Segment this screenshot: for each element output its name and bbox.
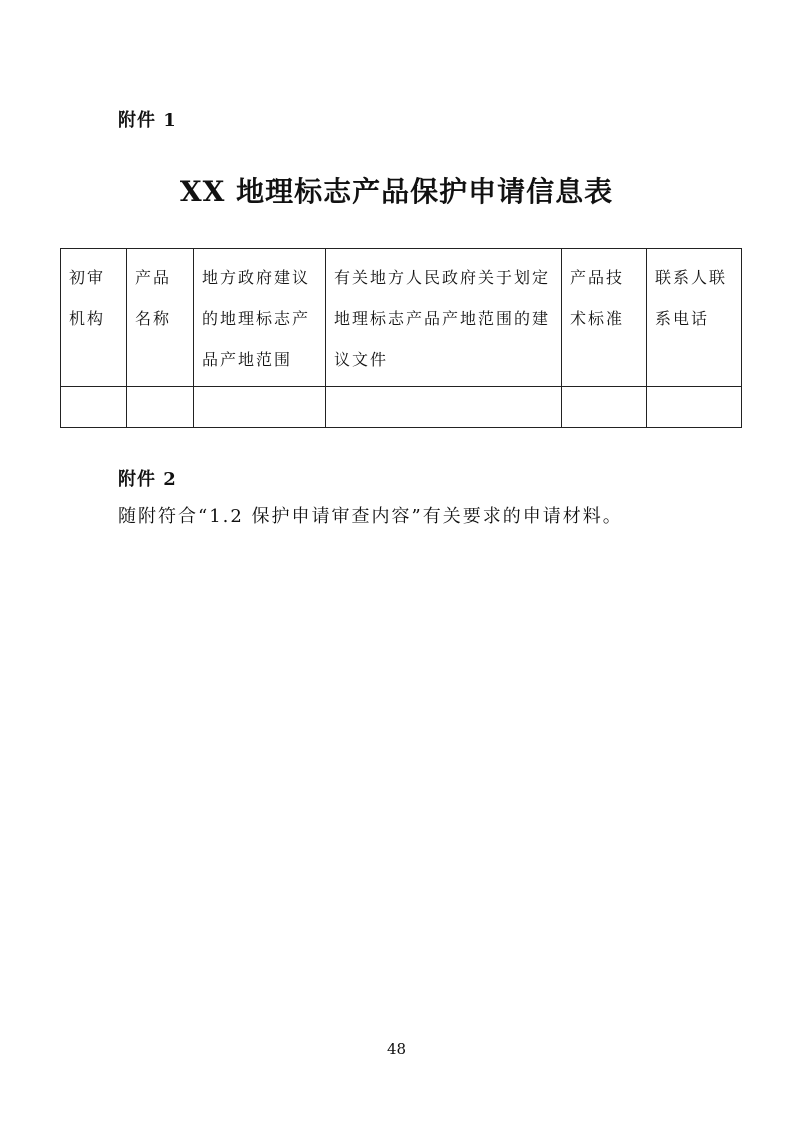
table-cell: [326, 387, 562, 428]
attachment-2-text: 随附符合“1.2 保护申请审查内容”有关要求的申请材料。: [118, 506, 623, 527]
header-cell-technical-standard: 产品技术标准: [562, 249, 647, 387]
table-cell: [194, 387, 326, 428]
application-info-table: [60, 248, 742, 428]
header-cell-review-agency: 初审机构: [61, 249, 127, 387]
page-number: 48: [386, 1040, 407, 1058]
header-cell-proposed-area: 地方政府建议的地理标志产品产地范围: [194, 249, 326, 387]
table-cell: [127, 387, 194, 428]
header-cell-contact: 联系人联系电话: [647, 249, 742, 387]
attachment-2-label: 附件 2: [118, 469, 177, 490]
attachment-1-label: 附件 1: [118, 110, 177, 131]
table-cell: [647, 387, 742, 428]
table-cell: [562, 387, 647, 428]
table-header-row: [61, 249, 742, 387]
table-row: [61, 387, 742, 428]
table-cell: [61, 387, 127, 428]
header-cell-government-document: 有关地方人民政府关于划定地理标志产品产地范围的建议文件: [326, 249, 562, 387]
form-title: XX 地理标志产品保护申请信息表: [179, 175, 614, 208]
header-cell-product-name: 产品名称: [127, 249, 194, 387]
